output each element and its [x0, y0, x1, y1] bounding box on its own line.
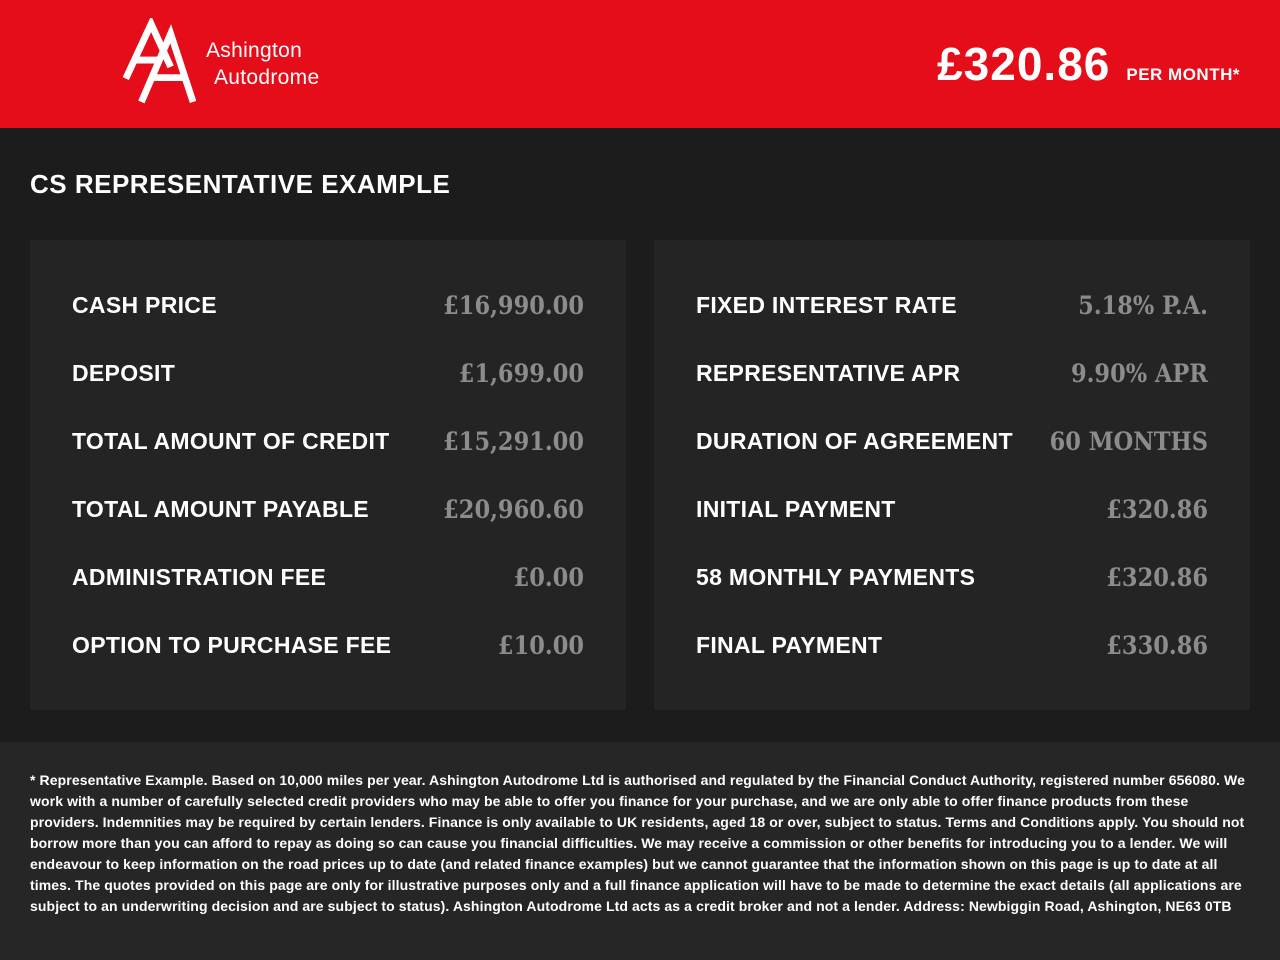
finance-row-label: REPRESENTATIVE APR [696, 359, 961, 386]
finance-row-value: 60 MONTHS [1049, 426, 1208, 456]
finance-row [72, 339, 584, 407]
brand-aa-monogram-icon [118, 18, 196, 111]
finance-row-label: TOTAL AMOUNT PAYABLE [72, 495, 369, 522]
finance-row-label: TOTAL AMOUNT OF CREDIT [72, 427, 390, 454]
finance-row-value: £20,960.60 [443, 494, 584, 524]
finance-row-value: 9.90% APR [1070, 358, 1208, 388]
finance-row-label: DEPOSIT [72, 359, 176, 386]
finance-row [72, 407, 584, 475]
finance-panels [30, 240, 1250, 710]
finance-row-value: 5.18% P.A. [1078, 290, 1208, 320]
finance-row-value: £10.00 [497, 630, 584, 660]
finance-row [696, 339, 1208, 407]
finance-row [696, 271, 1208, 339]
finance-row [72, 543, 584, 611]
finance-row-value: £15,291.00 [443, 426, 584, 456]
finance-row-value: £320.86 [1106, 494, 1208, 524]
finance-row [72, 271, 584, 339]
monthly-price [937, 37, 1240, 91]
finance-row-value: £330.86 [1106, 630, 1208, 660]
finance-row [72, 611, 584, 679]
brand-name-line2: Autodrome [214, 66, 320, 89]
finance-row-label: ADMINISTRATION FEE [72, 563, 327, 590]
finance-row-label: FIXED INTEREST RATE [696, 291, 957, 318]
finance-row-value: £0.00 [513, 562, 584, 592]
finance-row-value: £1,699.00 [458, 358, 584, 388]
brand-logo[interactable] [118, 18, 319, 111]
footer-disclaimer-band [0, 742, 1280, 960]
finance-panel-right [654, 240, 1250, 710]
page-title: CS REPRESENTATIVE EXAMPLE [30, 169, 451, 199]
finance-row [696, 407, 1208, 475]
finance-row [72, 475, 584, 543]
finance-row [696, 475, 1208, 543]
finance-row [696, 543, 1208, 611]
finance-row-label: INITIAL PAYMENT [696, 495, 896, 522]
monthly-price-amount: £320.86 [937, 38, 1111, 90]
finance-row-label: FINAL PAYMENT [696, 631, 883, 658]
main-content [0, 128, 1280, 710]
finance-row-label: DURATION OF AGREEMENT [696, 427, 1013, 454]
monthly-price-suffix: PER MONTH* [1126, 65, 1240, 84]
finance-row [696, 611, 1208, 679]
disclaimer-text: * Representative Example. Based on 10,000 miles per year. Ashington Autodrome Ltd is authorised and regulated by the Financial Conduct Authority, registered number 656080. We work with a number of carefully selected credit providers who may be able to offer you finance for your purchase, and we are only able to offer finance products from these providers. Indemnities may be required by certain lenders. Finance is only available to UK residents, aged 18 or over, subject to status. Terms and Conditions apply. You should not borrow more than you can afford to repay as doing so can cause you financial difficulties. We may receive a commission or other benefits for introducing you to a lender. We will endeavour to keep information on the road prices up to date (and related finance examples) but we cannot guarantee that the information shown on this page is up to date at all times. The quotes provided on this page are only for illustrative purposes only and a full finance application will have to be made to determine the exact details (all applications are subject to an underwriting decision and are subject to status). Ashington Autodrome Ltd acts as a credit broker and not a lender. Address: Newbiggin Road, Ashington, NE63 0TB [30, 772, 1245, 914]
finance-row-value: £16,990.00 [443, 290, 584, 320]
header-banner [0, 0, 1280, 128]
brand-name-line1: Ashington [206, 39, 303, 62]
finance-row-label: OPTION TO PURCHASE FEE [72, 631, 392, 658]
finance-row-value: £320.86 [1106, 562, 1208, 592]
finance-row-label: CASH PRICE [72, 291, 217, 318]
finance-panel-left [30, 240, 626, 710]
finance-row-label: 58 MONTHLY PAYMENTS [696, 563, 976, 590]
brand-name [206, 37, 319, 91]
